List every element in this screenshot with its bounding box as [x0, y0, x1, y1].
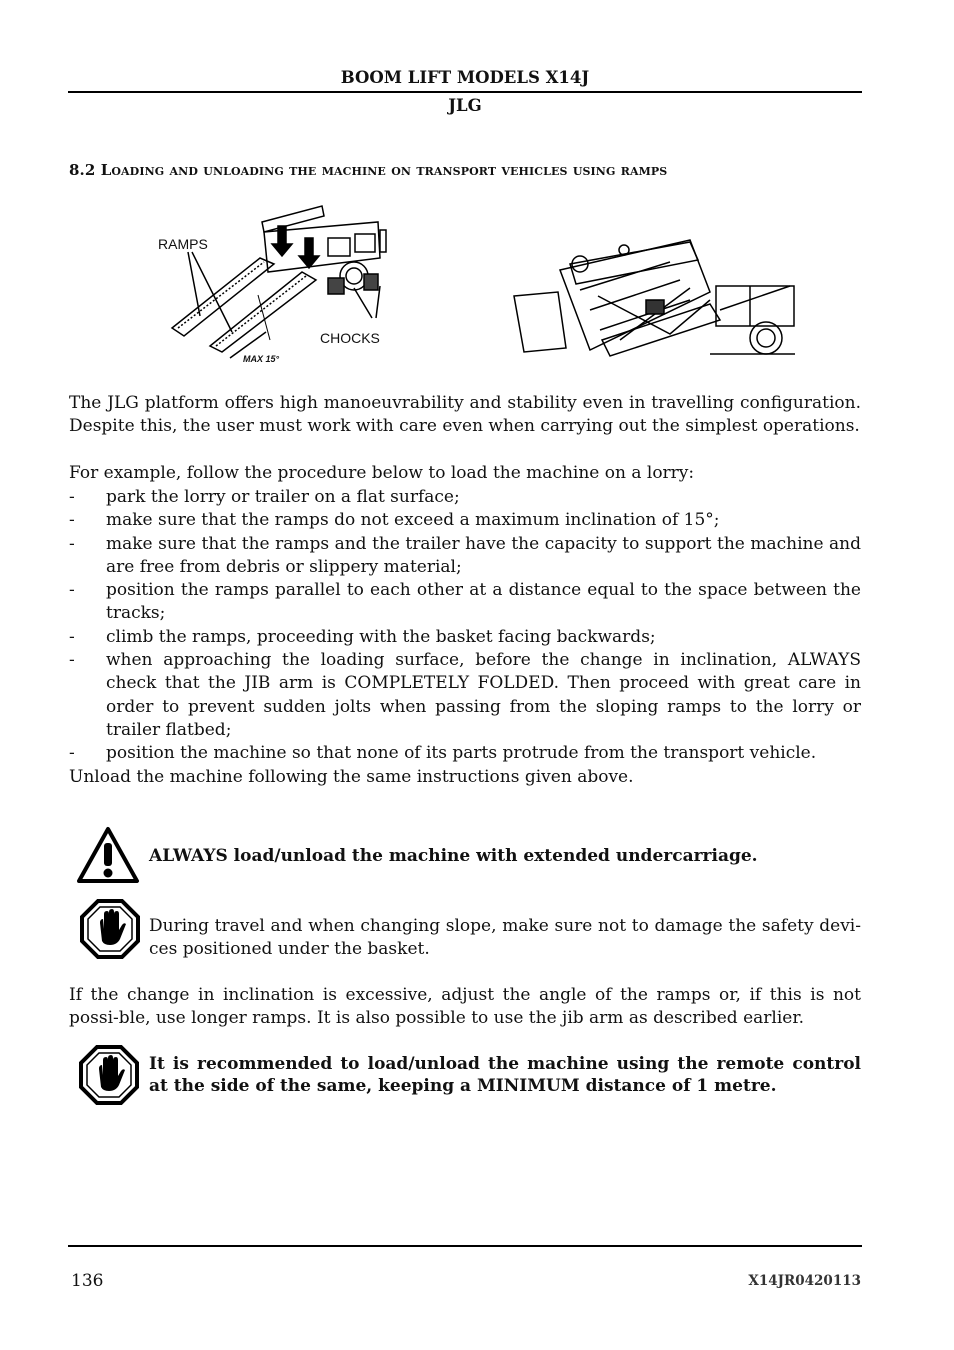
stop-hand-icon: [79, 1045, 139, 1105]
footer-rule: [68, 1245, 862, 1247]
document-id: X14JR0420113: [748, 1273, 861, 1289]
max-angle-label: MAX 15°: [243, 354, 280, 364]
header-subtitle: JLG: [448, 96, 482, 115]
procedure-list: [69, 486, 861, 766]
chocks-label: CHOCKS: [320, 330, 380, 346]
section-title: 8.2 Loading and unloading the machine on transport vehicles using ramps: [69, 161, 668, 179]
loading-figure: [150, 200, 810, 370]
stop-hand-icon: [80, 899, 140, 959]
ramps-illustration: [150, 200, 810, 370]
inclination-paragraph: If the change in inclination is excessive, adjust the angle of the ramps or, if this is not possi-ble, use longer ramps. It is also possible to use the jib arm as described earlier.: [69, 985, 861, 1029]
list-item: - climb the ramps, proceeding with the basket facing backwards;: [69, 626, 656, 647]
list-item: - park the lorry or trailer on a flat surface;: [69, 487, 460, 507]
list-item: - make sure that the ramps and the trailer have the capacity to support the machine and are free from debris or slippery material;: [69, 533, 861, 577]
list-item: - position the ramps parallel to each other at a distance equal to the space between the tracks;: [69, 580, 861, 624]
caution-remote-text: It is recommended to load/unload the machine using the remote control at the side of the same, keeping a MINIMUM distance of 1 metre.: [149, 1054, 861, 1096]
procedure-lead: For example, follow the procedure below to load the machine on a lorry:: [69, 463, 695, 483]
warning-text: ALWAYS load/unload the machine with extended undercarriage.: [149, 846, 758, 866]
page-number: 136: [71, 1271, 104, 1291]
header-title: BOOM LIFT MODELS X14J: [340, 68, 590, 87]
intro-paragraph: The JLG platform offers high manoeuvrability and stability even in travelling configuration. Despite this, the user must work with care even when carrying out the simplest operations.: [69, 393, 861, 437]
caution-travel-text: During travel and when changing slope, make sure not to damage the safety devi-ces positioned under the basket.: [149, 916, 861, 959]
header-rule: [68, 91, 862, 93]
list-item: - when approaching the loading surface, before the change in inclination, ALWAYS check that the JIB arm is COMPLETELY FOLDED. Then proceed with great care in order to prevent sudden jolts when passing from the sloping ramps to the lorry or trailer flatbed;: [69, 650, 861, 740]
unload-paragraph: Unload the machine following the same instructions given above.: [69, 767, 634, 787]
warning-icon: [76, 826, 140, 884]
ramps-label: RAMPS: [158, 236, 208, 252]
list-item: - make sure that the ramps do not exceed a maximum inclination of 15°;: [69, 510, 720, 531]
list-item: - position the machine so that none of its parts protrude from the transport vehicle.: [69, 743, 817, 764]
